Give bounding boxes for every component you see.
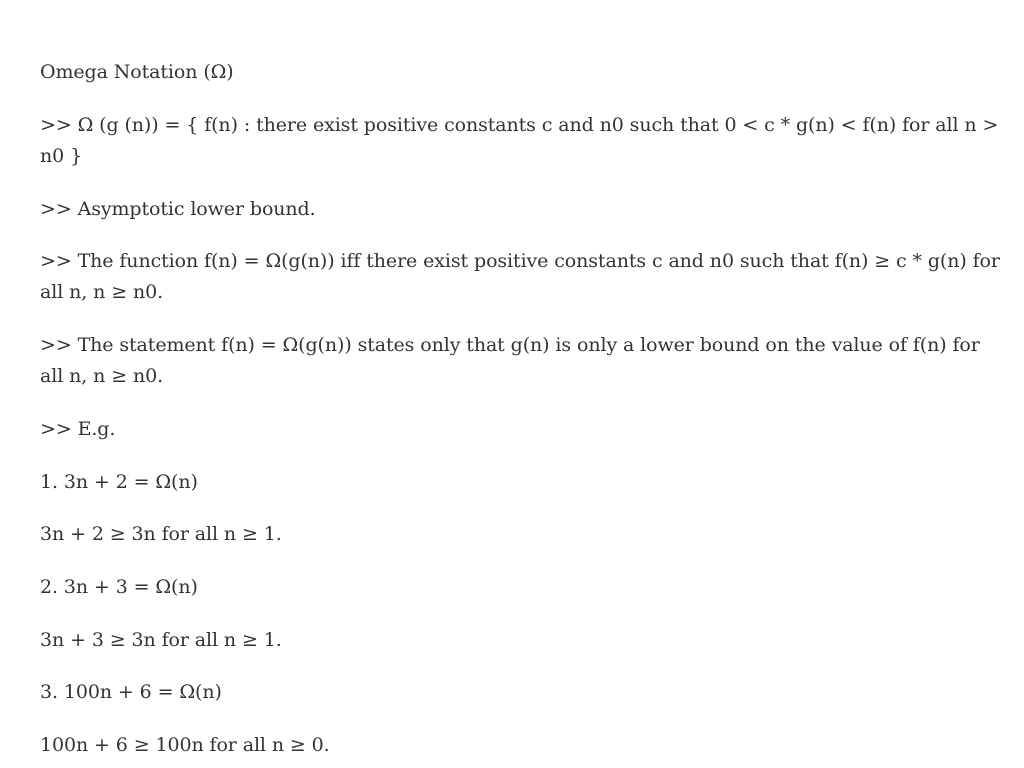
paragraph-definition: >> Ω (g (n)) = { f(n) : there exist positive constants c and n0 such that 0 < c * g(n) < f(n) for all n > n0 } <box>40 114 999 167</box>
paragraph-example-label: >> E.g. <box>40 418 116 440</box>
example-3-proof: 100n + 6 ≥ 100n for all n ≥ 0. <box>40 734 330 756</box>
paragraph-function: >> The function f(n) = Ω(g(n)) iff there exist positive constants c and n0 such that f(n) ≥ c * g(n) for all n, n ≥ n0. <box>40 250 1000 303</box>
example-2-proof: 3n + 3 ≥ 3n for all n ≥ 1. <box>40 629 282 651</box>
paragraph-asymptotic: >> Asymptotic lower bound. <box>40 198 316 220</box>
paragraph-statement: >> The statement f(n) = Ω(g(n)) states only that g(n) is only a lower bound on the value of f(n) for all n, n ≥ n0. <box>40 334 980 387</box>
example-3: 3. 100n + 6 = Ω(n) <box>40 681 222 703</box>
example-2: 2. 3n + 3 = Ω(n) <box>40 576 198 598</box>
example-1: 1. 3n + 2 = Ω(n) <box>40 471 198 493</box>
page-title: Omega Notation (Ω) <box>40 61 234 83</box>
example-1-proof: 3n + 2 ≥ 3n for all n ≥ 1. <box>40 523 282 545</box>
